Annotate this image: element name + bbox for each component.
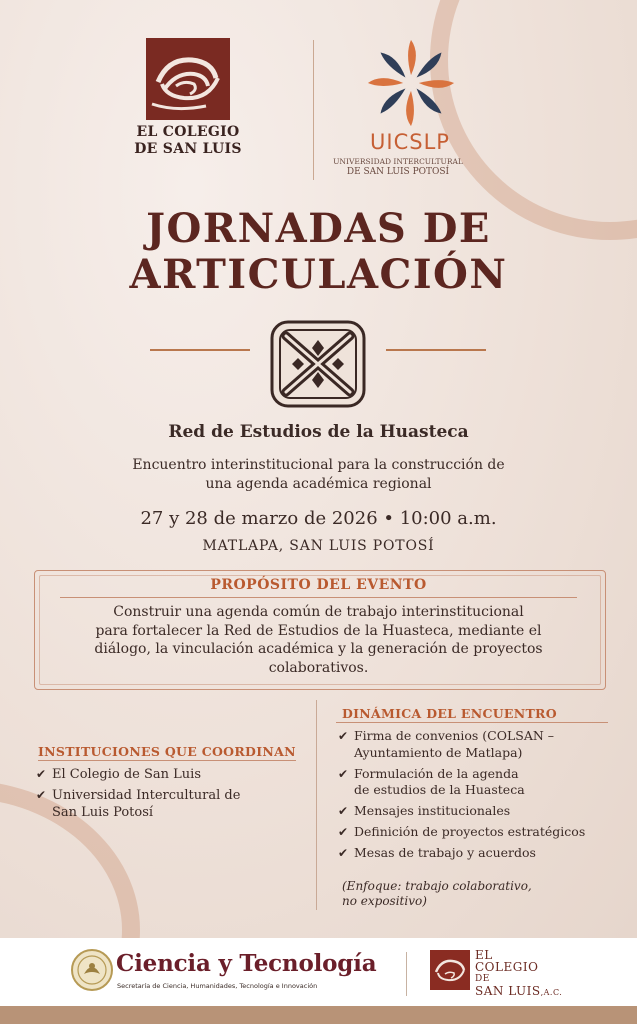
colsan-footer-sanluis: SAN LUIS [475, 984, 541, 998]
colsan-footer-de: DE [475, 974, 490, 984]
purpose-heading: PROPÓSITO DEL EVENTO [210, 577, 427, 593]
emblem-rule-left [150, 349, 250, 351]
event-title-line1: JORNADAS DE [146, 205, 491, 252]
colsan-footer-ac: ,A.C. [540, 988, 563, 997]
dynamics-note: (Enfoque: trabajo colaborativo, no expositivo) [342, 879, 532, 908]
huasteca-emblem-icon [268, 318, 368, 410]
government-seal-icon [70, 948, 114, 992]
footer-bar [0, 1006, 637, 1024]
check-icon: ✔ [338, 766, 349, 781]
uicslp-sub-line1: UNIVERSIDAD INTERCULTURAL [333, 157, 463, 166]
check-icon: ✔ [338, 846, 349, 860]
purpose-line4: colaborativos. [268, 659, 369, 676]
purpose-text [60, 603, 577, 677]
dynamics-rule [336, 722, 608, 723]
check-icon: ✔ [36, 767, 47, 781]
check-icon: ✔ [338, 825, 349, 839]
purpose-line2: para fortalecer la Red de Estudios de la Huasteca, mediante el [95, 622, 542, 639]
check-icon: ✔ [338, 729, 349, 743]
colsan-logo-icon [146, 38, 230, 120]
emblem-rule-right [386, 349, 486, 351]
check-icon: ✔ [36, 788, 47, 802]
event-subtitle [0, 456, 637, 494]
institutions-list [36, 766, 306, 825]
footer-divider [406, 952, 407, 996]
ciencia-tecnologia-title: Ciencia y Tecnología [116, 950, 377, 977]
list-item [338, 803, 616, 820]
list-item [338, 728, 616, 761]
event-title [0, 206, 637, 298]
logo-divider [313, 40, 314, 180]
ciencia-tecnologia-subtitle: Secretaría de Ciencia, Humanidades, Tecnología e Innovación [117, 982, 318, 990]
list-item [36, 766, 306, 783]
dynamics-label: Mensajes institucionales [354, 803, 511, 818]
event-subtitle-line2: una agenda académica regional [205, 476, 432, 492]
colsan-logo-text: EL COLEGIO DE SAN LUIS [134, 124, 242, 157]
dynamics-label: Definición de proyectos estratégicos [354, 824, 586, 839]
decorative-swoosh [430, 0, 637, 240]
colsan-footer-el: EL [475, 948, 493, 962]
event-subtitle-line1: Encuentro interinstitucional para la construcción de [132, 457, 505, 473]
purpose-line1: Construir una agenda común de trabajo interinstitucional [113, 604, 524, 620]
uicslp-flower-icon [362, 36, 460, 130]
colsan-footer-logo-icon [430, 950, 470, 990]
uicslp-sub-line2: DE SAN LUIS POTOSÍ [346, 167, 450, 177]
uicslp-logo-name: UICSLP [370, 130, 450, 154]
column-divider [316, 700, 317, 910]
institution-label: El Colegio de San Luis [52, 767, 201, 782]
list-item [36, 787, 306, 821]
event-title-line2: ARTICULACIÓN [129, 251, 508, 298]
institutions-heading: INSTITUCIONES QUE COORDINAN [38, 744, 296, 759]
event-place: MATLAPA, SAN LUIS POTOSÍ [202, 538, 435, 554]
event-date: 27 y 28 de marzo de 2026 • 10:00 a.m. [140, 508, 497, 529]
institutions-rule [38, 760, 296, 761]
list-item [338, 824, 616, 841]
dynamics-heading: DINÁMICA DEL ENCUENTRO [342, 706, 557, 721]
institution-label: Universidad Intercultural de San Luis Potosí [52, 788, 241, 820]
list-item [338, 766, 616, 799]
dynamics-label: Mesas de trabajo y acuerdos [354, 845, 536, 860]
dynamics-list [338, 728, 616, 866]
colsan-footer-text [475, 949, 562, 999]
check-icon: ✔ [338, 804, 349, 818]
colsan-footer-colegio: COLEGIO [475, 960, 539, 974]
dynamics-label: Formulación de la agenda de estudios de la Huasteca [354, 765, 525, 797]
purpose-line3: diálogo, la vinculación académica y la generación de proyectos [94, 641, 543, 657]
network-name: Red de Estudios de la Huasteca [168, 422, 469, 442]
list-item [338, 845, 616, 862]
purpose-rule [60, 597, 577, 598]
uicslp-logo-subtitle [318, 157, 478, 177]
dynamics-label: Firma de convenios (COLSAN – Ayuntamiento de Matlapa) [354, 728, 555, 760]
